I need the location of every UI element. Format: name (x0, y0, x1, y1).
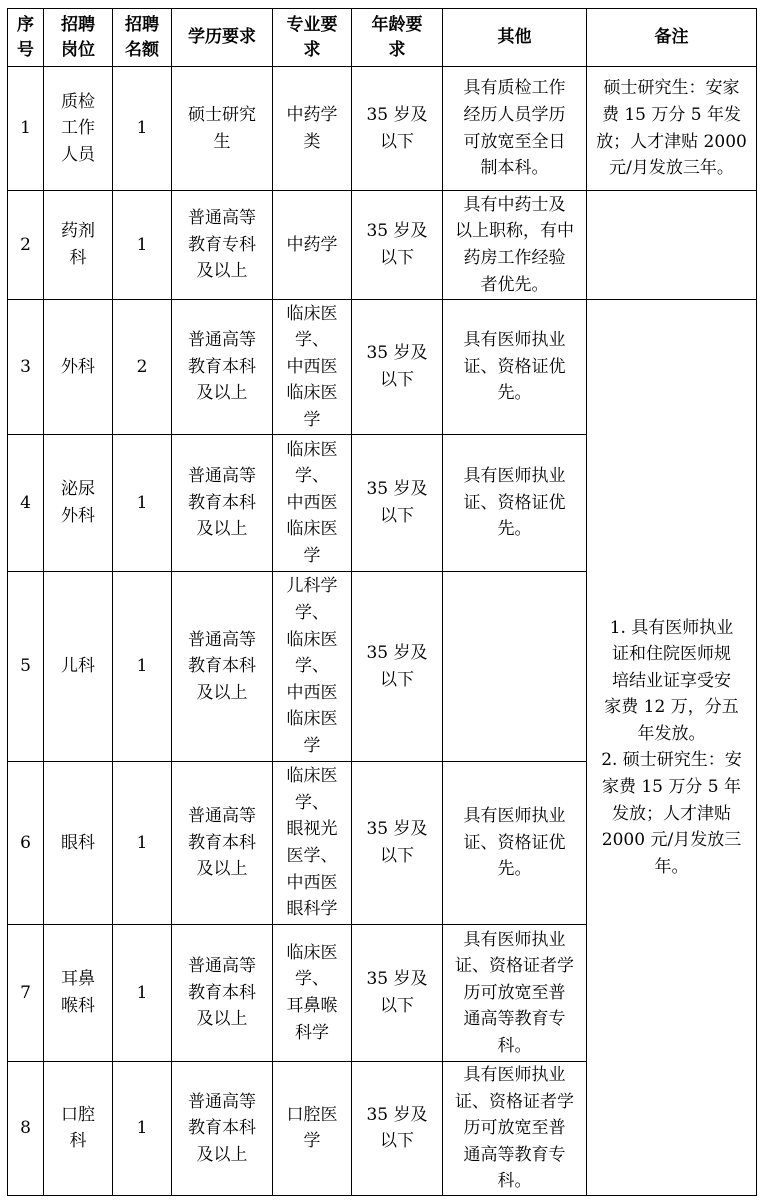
cell-age: 35 岁及 以下 (352, 925, 443, 1062)
cell-major: 口腔医 学 (273, 1062, 352, 1196)
cell-seq: 2 (8, 191, 44, 300)
cell-remark (587, 191, 757, 300)
cell-quota: 1 (113, 1062, 172, 1196)
cell-other: 具有医师执业 证、资格证优 先。 (443, 435, 587, 572)
cell-age: 35 岁及 以下 (352, 300, 443, 435)
cell-quota: 1 (113, 435, 172, 572)
cell-major: 临床医 学、 眼视光 医学、 中西医 眼科学 (273, 762, 352, 925)
cell-position: 药剂 科 (44, 191, 113, 300)
header-position: 招聘 岗位 (44, 9, 113, 67)
cell-age: 35 岁及 以下 (352, 191, 443, 300)
cell-education: 普通高等 教育本科 及以上 (172, 925, 273, 1062)
cell-seq: 7 (8, 925, 44, 1062)
recruitment-table (7, 8, 757, 1196)
header-row (8, 9, 757, 67)
cell-position: 外科 (44, 300, 113, 435)
cell-position: 眼科 (44, 762, 113, 925)
cell-other: 具有医师执业 证、资格证者学 历可放宽至普 通高等教育专 科。 (443, 925, 587, 1062)
header-age: 年龄要 求 (352, 9, 443, 67)
cell-major: 临床医 学、 中西医 临床医 学 (273, 300, 352, 435)
cell-seq: 3 (8, 300, 44, 435)
cell-education: 普通高等 教育本科 及以上 (172, 762, 273, 925)
cell-quota: 1 (113, 762, 172, 925)
cell-age: 35 岁及 以下 (352, 67, 443, 191)
cell-major: 中药学 类 (273, 67, 352, 191)
header-seq: 序 号 (8, 9, 44, 67)
cell-seq: 8 (8, 1062, 44, 1196)
table-row (8, 300, 757, 435)
cell-seq: 1 (8, 67, 44, 191)
cell-age: 35 岁及 以下 (352, 435, 443, 572)
cell-other: 具有医师执业 证、资格证优 先。 (443, 300, 587, 435)
cell-quota: 2 (113, 300, 172, 435)
cell-other: 具有质检工作 经历人员学历 可放宽至全日 制本科。 (443, 67, 587, 191)
cell-major: 儿科学 学、 临床医 学、 中西医 临床医 学 (273, 572, 352, 762)
header-education: 学历要求 (172, 9, 273, 67)
cell-position: 质检 工作 人员 (44, 67, 113, 191)
table-row (8, 67, 757, 191)
cell-education: 普通高等 教育本科 及以上 (172, 435, 273, 572)
cell-quota: 1 (113, 572, 172, 762)
cell-other: 具有医师执业 证、资格证者学 历可放宽至普 通高等教育专 科。 (443, 1062, 587, 1196)
header-remark: 备注 (587, 9, 757, 67)
cell-seq: 6 (8, 762, 44, 925)
cell-education: 普通高等 教育专科 及以上 (172, 191, 273, 300)
header-other: 其他 (443, 9, 587, 67)
cell-quota: 1 (113, 925, 172, 1062)
cell-remark-merged: 1. 具有医师执业 证和住院医师规 培结业证享受安 家费 12 万，分五 年发放。 2. 硕士研究生：安 家费 15 万分 5 年 发放；人才津贴 2000 元/月发放三 年。 (587, 300, 757, 1196)
cell-position: 泌尿 外科 (44, 435, 113, 572)
cell-major: 临床医 学、 中西医 临床医 学 (273, 435, 352, 572)
cell-major: 中药学 (273, 191, 352, 300)
cell-seq: 4 (8, 435, 44, 572)
cell-remark: 硕士研究生：安家 费 15 万分 5 年发 放；人才津贴 2000 元/月发放三年。 (587, 67, 757, 191)
cell-quota: 1 (113, 191, 172, 300)
cell-age: 35 岁及 以下 (352, 572, 443, 762)
cell-education: 普通高等 教育本科 及以上 (172, 1062, 273, 1196)
cell-other: 具有医师执业 证、资格证优 先。 (443, 762, 587, 925)
cell-other (443, 572, 587, 762)
cell-age: 35 岁及 以下 (352, 1062, 443, 1196)
header-quota: 招聘 名额 (113, 9, 172, 67)
table-row (8, 191, 757, 300)
cell-position: 儿科 (44, 572, 113, 762)
header-major: 专业要 求 (273, 9, 352, 67)
cell-position: 耳鼻 喉科 (44, 925, 113, 1062)
recruitment-table-page (7, 8, 756, 1196)
cell-major: 临床医 学、 耳鼻喉 科学 (273, 925, 352, 1062)
cell-position: 口腔 科 (44, 1062, 113, 1196)
cell-education: 普通高等 教育本科 及以上 (172, 572, 273, 762)
cell-education: 硕士研究 生 (172, 67, 273, 191)
cell-quota: 1 (113, 67, 172, 191)
cell-education: 普通高等 教育本科 及以上 (172, 300, 273, 435)
cell-age: 35 岁及 以下 (352, 762, 443, 925)
cell-other: 具有中药士及 以上职称，有中 药房工作经验 者优先。 (443, 191, 587, 300)
cell-seq: 5 (8, 572, 44, 762)
